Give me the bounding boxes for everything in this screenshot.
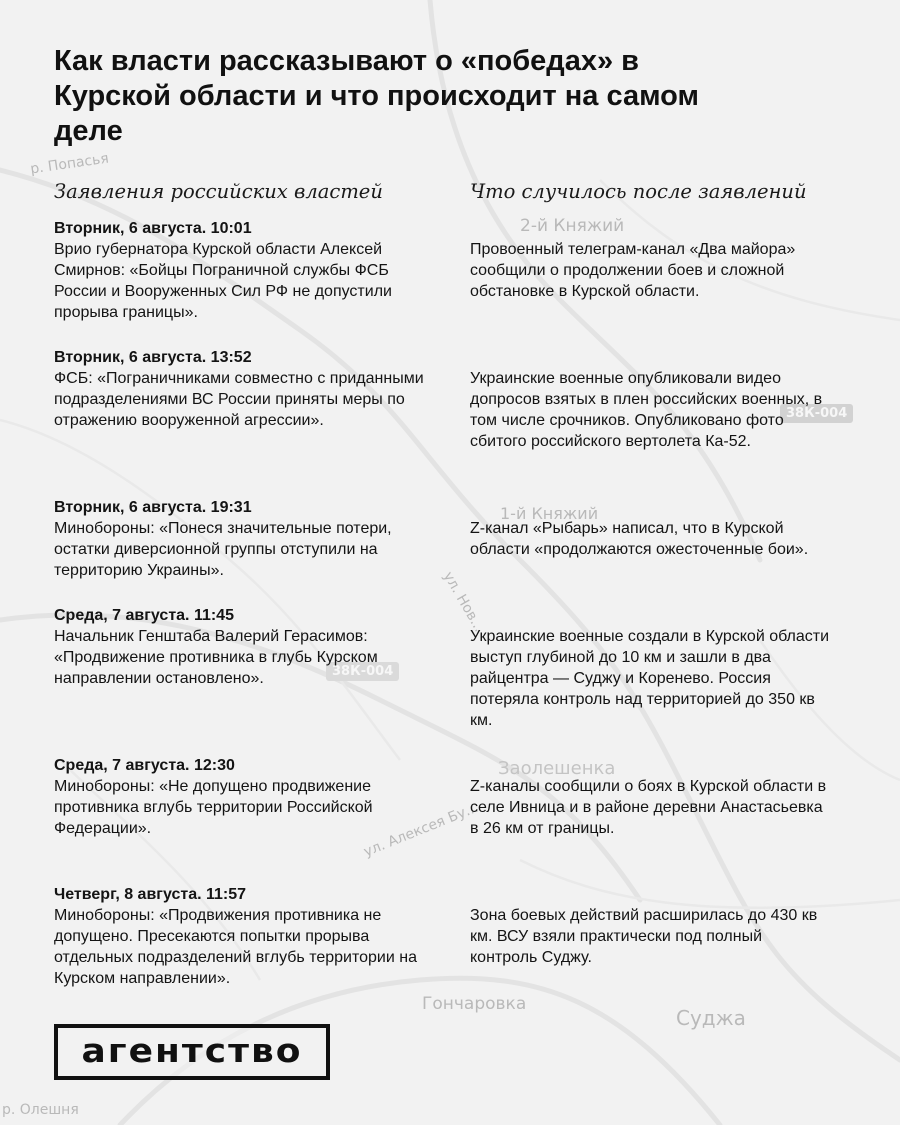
page-title: Как власти рассказывают о «победах» в Курской области и что происходит на самом деле bbox=[54, 45, 699, 147]
statement-entry bbox=[54, 884, 434, 989]
statement-text: ФСБ: «Пограничниками совместно с приданными подразделениями ВС России приняты меры по отражению вооруженной агрессии». bbox=[54, 370, 424, 429]
statement-date: Вторник, 6 августа. 19:31 bbox=[54, 499, 252, 516]
map-label-knyazhiy-1: 1-й Княжий bbox=[500, 504, 599, 523]
statement-entry bbox=[54, 497, 434, 581]
statement-date: Вторник, 6 августа. 13:52 bbox=[54, 349, 252, 366]
map-label-knyazhiy-2: 2-й Княжий bbox=[520, 216, 625, 236]
statement-text: Врио губернатора Курской области Алексей Смирнов: «Бойцы Пограничной службы ФСБ России и Вооруженных Сил РФ не допустили прорыва границы». bbox=[54, 241, 392, 321]
reality-entry bbox=[470, 368, 830, 452]
map-label-goncharovka: Гончаровка bbox=[422, 994, 527, 1014]
statement-date: Вторник, 6 августа. 10:01 bbox=[54, 220, 252, 237]
statement-entry bbox=[54, 218, 434, 323]
reality-text: Z-канал «Рыбарь» написал, что в Курской области «продолжаются ожесточенные бои». bbox=[470, 520, 809, 558]
statement-date: Среда, 7 августа. 11:45 bbox=[54, 607, 234, 624]
reality-entry bbox=[470, 626, 830, 731]
map-label-street-alekseya: ул. Алексея Бу... bbox=[361, 799, 481, 861]
reality-entry bbox=[470, 776, 830, 839]
statement-entry bbox=[54, 605, 434, 689]
reality-entry bbox=[470, 905, 830, 968]
statement-text: Минобороны: «Не допущено продвижение противника вглубь территории Российской Федерации». bbox=[54, 778, 373, 837]
map-road-badge: 38К-004 bbox=[326, 662, 399, 681]
statement-date: Среда, 7 августа. 12:30 bbox=[54, 757, 235, 774]
right-column-header: Что случилось после заявлений bbox=[470, 180, 807, 203]
reality-text: Провоенный телеграм-канал «Два майора» сообщили о продолжении боев и сложной обстановке в Курской области. bbox=[470, 241, 796, 300]
statement-text: Минобороны: «Продвижения противника не допущено. Пресекаются попытки прорыва отдельных подразделений вглубь территории на Курском направлении». bbox=[54, 907, 417, 987]
map-road-badge: 38К-004 bbox=[780, 404, 853, 423]
statement-entry bbox=[54, 347, 434, 431]
reality-entry bbox=[470, 518, 830, 560]
map-label-river-popasya: р. Попасья bbox=[29, 150, 110, 178]
agentstvo-logo bbox=[54, 1024, 330, 1080]
statement-text: Минобороны: «Понеся значительные потери, остатки диверсионной группы отступили на территорию Украины». bbox=[54, 520, 392, 579]
reality-text: Зона боевых действий расширилась до 430 кв км. ВСУ взяли практически под полный контроль Суджу. bbox=[470, 907, 818, 966]
map-label-zaoleshenka: Заолешенка bbox=[498, 758, 616, 779]
logo-text: агентство bbox=[81, 1032, 303, 1071]
statement-text: Начальник Генштаба Валерий Герасимов: «Продвижение противника в глубь Курском направлении остановлено». bbox=[54, 628, 378, 687]
left-column-header: Заявления российских властей bbox=[54, 180, 383, 203]
reality-text: Z-каналы сообщили о боях в Курской области в селе Ивница и в районе деревни Анастасьевка в 26 км от границы. bbox=[470, 778, 827, 837]
statement-date: Четверг, 8 августа. 11:57 bbox=[54, 886, 247, 903]
map-label-street-nov: ул. Нов... bbox=[439, 569, 488, 635]
reality-text: Украинские военные создали в Курской области выступ глубиной до 10 км и зашли в два райцентра — Суджу и Коренево. Россия потеряла контроль над территорией до 350 кв км. bbox=[470, 628, 830, 729]
reality-text: Украинские военные опубликовали видео допросов взятых в плен российских военных, в том числе срочников. Опубликовано фото сбитого российского вертолета Ка-52. bbox=[470, 370, 823, 450]
map-label-river-oleshnya: р. Олешня bbox=[2, 1102, 79, 1118]
statement-entry bbox=[54, 755, 434, 839]
reality-entry bbox=[470, 239, 830, 302]
map-label-sudzha: Суджа bbox=[676, 1006, 746, 1030]
